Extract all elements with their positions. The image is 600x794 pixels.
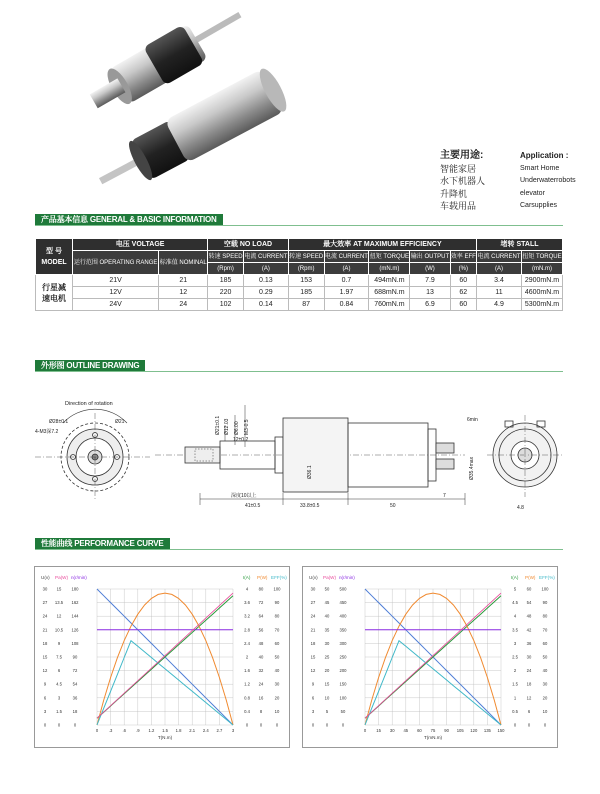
y-tick-label: 15 bbox=[324, 681, 330, 687]
dim-m4: 4-M3深7.2 bbox=[35, 429, 59, 435]
y-tick-label: 40 bbox=[274, 668, 280, 674]
y-tick-label: 24 bbox=[310, 613, 316, 619]
y-tick-label: 50 bbox=[340, 708, 346, 714]
sub-header: 电流 CURRENT bbox=[324, 251, 369, 263]
y-tick-label: 0.4 bbox=[244, 708, 250, 714]
table-cell: 185 bbox=[288, 287, 324, 299]
table-cell: 24 bbox=[159, 299, 208, 311]
sub-header: 运行范围 OPERATING RANGE bbox=[73, 251, 159, 275]
axis-header: EFF(%) bbox=[539, 575, 555, 580]
y-tick-label: 18 bbox=[526, 681, 532, 687]
y-tick-label: 300 bbox=[339, 640, 347, 646]
axis-header: P(W) bbox=[525, 575, 536, 580]
table-cell: 4600mN.m bbox=[521, 287, 562, 299]
y-tick-label: 0 bbox=[527, 722, 531, 728]
table-row bbox=[36, 275, 563, 287]
applications-list bbox=[440, 150, 576, 213]
axis-header: I(A) bbox=[511, 575, 519, 580]
y-tick-label: 18 bbox=[72, 708, 78, 714]
y-tick-label: 30 bbox=[542, 681, 548, 687]
y-tick-label: 500 bbox=[339, 586, 347, 592]
dim-flat-depth: 深度10以上 bbox=[231, 493, 257, 499]
table-cell: 220 bbox=[208, 287, 244, 299]
y-tick-label: 60 bbox=[526, 586, 532, 592]
y-tick-label: 64 bbox=[258, 613, 264, 619]
y-tick-label: 12 bbox=[310, 668, 316, 674]
y-tick-label: 0.5 bbox=[512, 708, 518, 714]
dim-41: 41±0.5 bbox=[245, 503, 261, 509]
dim-33-8: 33.8±0.5 bbox=[300, 503, 320, 509]
table-cell: 62 bbox=[450, 287, 477, 299]
y-tick-label: 108 bbox=[71, 640, 79, 646]
table-cell: 13 bbox=[410, 287, 450, 299]
dim-m3: M3-0.5 bbox=[244, 419, 250, 435]
y-tick-label: 10 bbox=[324, 695, 330, 701]
unit-cell: (%) bbox=[450, 263, 477, 275]
y-tick-label: 25 bbox=[324, 654, 330, 660]
y-tick-label: 9 bbox=[43, 681, 47, 687]
y-tick-label: 350 bbox=[339, 627, 347, 633]
table-cell: 153 bbox=[288, 275, 324, 287]
y-tick-label: 3 bbox=[57, 695, 61, 701]
table-cell: 0.13 bbox=[243, 275, 288, 287]
table-row bbox=[36, 287, 563, 299]
table-cell: 0.14 bbox=[243, 299, 288, 311]
y-tick-label: 0 bbox=[275, 722, 279, 728]
y-tick-label: 50 bbox=[274, 654, 280, 660]
section-divider bbox=[35, 371, 563, 372]
table-cell: 21V bbox=[73, 275, 159, 287]
y-tick-label: 1.2 bbox=[244, 681, 250, 687]
y-tick-label: 100 bbox=[339, 695, 347, 701]
sub-header: 转速 SPEED bbox=[288, 251, 324, 263]
y-tick-label: 18 bbox=[42, 640, 48, 646]
y-tick-label: 70 bbox=[542, 627, 548, 633]
x-tick-label: 2.7 bbox=[216, 728, 223, 733]
x-tick-label: 1.8 bbox=[175, 728, 182, 733]
table-cell: 21 bbox=[159, 275, 208, 287]
y-tick-label: 56 bbox=[258, 627, 264, 633]
dim-12: 12±0.2 bbox=[233, 437, 249, 443]
y-tick-label: 21 bbox=[310, 627, 316, 633]
x-tick-label: 75 bbox=[430, 728, 436, 733]
table-cell: 494mN.m bbox=[369, 275, 410, 287]
x-axis-label: T(mN.m) bbox=[423, 735, 443, 740]
y-tick-label: 80 bbox=[258, 586, 264, 592]
y-tick-label: 144 bbox=[71, 613, 79, 619]
x-tick-label: 135 bbox=[483, 728, 491, 733]
y-tick-label: 90 bbox=[274, 600, 280, 606]
product-photo bbox=[48, 0, 318, 200]
y-tick-label: 40 bbox=[258, 654, 264, 660]
x-tick-label: 15 bbox=[376, 728, 381, 733]
table-row bbox=[36, 299, 563, 311]
axis-header: Pa(W) bbox=[55, 575, 69, 580]
axis-header: U(v) bbox=[41, 575, 50, 580]
y-tick-label: 90 bbox=[542, 600, 548, 606]
axis-header: I(A) bbox=[243, 575, 251, 580]
y-tick-label: 10.5 bbox=[54, 627, 64, 633]
table-cell: 11 bbox=[477, 287, 522, 299]
sub-header: 标准值 NOMINAL bbox=[159, 251, 208, 275]
axis-header: n(r/min) bbox=[339, 575, 355, 580]
y-tick-label: 5 bbox=[513, 586, 517, 592]
unit-cell: (Rpm) bbox=[288, 263, 324, 275]
rotation-label: Direction of rotation bbox=[65, 401, 113, 407]
x-tick-label: .6 bbox=[122, 728, 126, 733]
y-tick-label: 32 bbox=[258, 668, 264, 674]
outline-drawing bbox=[35, 385, 563, 525]
y-tick-label: 50 bbox=[542, 654, 548, 660]
header-stall: 堵转 STALL bbox=[477, 239, 563, 251]
x-tick-label: 2.1 bbox=[189, 728, 196, 733]
x-tick-label: 120 bbox=[470, 728, 478, 733]
y-tick-label: 0 bbox=[543, 722, 547, 728]
y-tick-label: 36 bbox=[72, 695, 78, 701]
table-cell: 0.7 bbox=[324, 275, 369, 287]
sub-header: 输出 OUTPUT bbox=[410, 251, 450, 263]
unit-cell: (mN.m) bbox=[521, 263, 562, 275]
y-tick-label: 15 bbox=[56, 586, 62, 592]
y-tick-label: 42 bbox=[526, 627, 532, 633]
y-tick-label: 20 bbox=[324, 668, 330, 674]
unit-cell: (Rpm) bbox=[208, 263, 244, 275]
performance-chart-1 bbox=[34, 566, 290, 748]
y-tick-label: 40 bbox=[324, 613, 330, 619]
y-tick-label: 24 bbox=[526, 668, 532, 674]
y-tick-label: 0 bbox=[259, 722, 263, 728]
y-tick-label: 2 bbox=[513, 668, 517, 674]
y-tick-label: 30 bbox=[324, 640, 330, 646]
dim-phi36: Ø36.1 bbox=[307, 465, 313, 479]
header-voltage: 电压 VOLTAGE bbox=[73, 239, 208, 251]
y-tick-label: 60 bbox=[274, 640, 280, 646]
y-tick-label: 80 bbox=[274, 613, 280, 619]
application-item-en: Smart Home bbox=[520, 164, 560, 172]
x-tick-label: 0 bbox=[363, 728, 367, 733]
axis-header: P(W) bbox=[257, 575, 268, 580]
section-title-performance: 性能曲线 PERFORMANCE CURVE bbox=[35, 538, 170, 550]
y-tick-label: 0 bbox=[325, 722, 329, 728]
application-item-en: Carsupplies bbox=[520, 202, 557, 209]
y-tick-label: 4.5 bbox=[56, 681, 62, 687]
applications-heading-en: Application : bbox=[520, 151, 569, 160]
table-cell: 688mN.m bbox=[369, 287, 410, 299]
x-tick-label: 3 bbox=[231, 728, 235, 733]
application-item-en: Underwaterrobots bbox=[520, 177, 576, 184]
header-noload: 空载 NO LOAD bbox=[208, 239, 289, 251]
dim-phi12: Ø12.03 bbox=[224, 418, 230, 435]
y-tick-label: 3.2 bbox=[244, 613, 250, 619]
y-tick-label: 4 bbox=[245, 586, 249, 592]
y-tick-label: 20 bbox=[542, 695, 548, 701]
y-tick-label: 27 bbox=[42, 600, 48, 606]
x-tick-label: 45 bbox=[403, 728, 409, 733]
y-tick-label: 3.6 bbox=[244, 600, 250, 606]
model-header-en: MODEL bbox=[41, 258, 67, 266]
table-cell: 7.9 bbox=[410, 275, 450, 287]
y-tick-label: 20 bbox=[274, 695, 280, 701]
y-tick-label: 180 bbox=[71, 586, 79, 592]
y-tick-label: 16 bbox=[258, 695, 264, 701]
table-cell: 12V bbox=[73, 287, 159, 299]
y-tick-label: 2.5 bbox=[512, 654, 518, 660]
y-tick-label: 36 bbox=[526, 640, 532, 646]
section-title-basic-info: 产品基本信息 GENERAL & BASIC INFORMATION bbox=[35, 214, 223, 226]
applications-heading-cn: 主要用途: bbox=[440, 150, 484, 161]
y-tick-label: 150 bbox=[339, 681, 347, 687]
y-tick-label: 6 bbox=[57, 668, 61, 674]
x-tick-label: 30 bbox=[389, 728, 395, 733]
y-tick-label: 90 bbox=[72, 654, 78, 660]
y-tick-label: 4.5 bbox=[512, 600, 518, 606]
y-tick-label: 10 bbox=[542, 708, 548, 714]
y-tick-label: 21 bbox=[42, 627, 48, 633]
unit-cell: (A) bbox=[243, 263, 288, 275]
unit-cell: (A) bbox=[324, 263, 369, 275]
table-cell: 6.9 bbox=[410, 299, 450, 311]
y-tick-label: 1 bbox=[513, 695, 517, 701]
y-tick-label: 4 bbox=[513, 613, 517, 619]
table-cell: 12 bbox=[159, 287, 208, 299]
y-tick-label: 162 bbox=[71, 600, 79, 606]
y-tick-label: 15 bbox=[42, 654, 48, 660]
y-tick-label: 0 bbox=[311, 722, 315, 728]
y-tick-label: 2.8 bbox=[244, 627, 250, 633]
unit-cell: (W) bbox=[410, 263, 450, 275]
dim-phi21d: Ø21±0.1 bbox=[215, 415, 221, 435]
y-tick-label: 1.5 bbox=[56, 708, 62, 714]
x-tick-label: 0 bbox=[95, 728, 99, 733]
sub-header: 扭矩 TORQUE bbox=[521, 251, 562, 263]
table-cell: 4.9 bbox=[477, 299, 522, 311]
sub-header: 电流 CURRENT bbox=[477, 251, 522, 263]
section-title-outline: 外形图 OUTLINE DRAWING bbox=[35, 360, 145, 372]
y-tick-label: 6 bbox=[311, 695, 315, 701]
y-tick-label: 54 bbox=[72, 681, 78, 687]
x-tick-label: 105 bbox=[456, 728, 464, 733]
table-cell: 60 bbox=[450, 299, 477, 311]
y-tick-label: 100 bbox=[541, 586, 549, 592]
y-tick-label: 45 bbox=[324, 600, 330, 606]
application-item-cn: 水下机器人 bbox=[440, 176, 486, 186]
axis-header: n(r/min) bbox=[71, 575, 87, 580]
y-tick-label: 60 bbox=[542, 640, 548, 646]
y-tick-label: 48 bbox=[526, 613, 532, 619]
y-tick-label: 1.5 bbox=[512, 681, 518, 687]
table-cell: 60 bbox=[450, 275, 477, 287]
y-tick-label: 12 bbox=[42, 668, 48, 674]
sub-header: 电流 CURRENT bbox=[243, 251, 288, 263]
y-tick-label: 0.8 bbox=[244, 695, 250, 701]
x-tick-label: 60 bbox=[417, 728, 422, 733]
y-tick-label: 13.5 bbox=[54, 600, 64, 606]
y-tick-label: 12 bbox=[526, 695, 532, 701]
table-cell: 24V bbox=[73, 299, 159, 311]
dim-phi28: Ø28±0.1 bbox=[49, 419, 69, 425]
y-tick-label: 70 bbox=[274, 627, 280, 633]
y-tick-label: 8 bbox=[259, 708, 263, 714]
x-axis-label: T(N.m) bbox=[157, 735, 173, 740]
axis-header: U(v) bbox=[309, 575, 318, 580]
table-cell: 2900mN.m bbox=[521, 275, 562, 287]
table-cell: 0.29 bbox=[243, 287, 288, 299]
application-item-en: elevator bbox=[520, 189, 545, 197]
model-name: 行星减 bbox=[42, 282, 66, 292]
dim-phi35: Ø35.4max bbox=[469, 456, 475, 480]
model-header-cn: 型 号 bbox=[46, 247, 62, 255]
y-tick-label: 450 bbox=[339, 600, 347, 606]
model-name: 速电机 bbox=[42, 293, 66, 303]
y-tick-label: 250 bbox=[339, 654, 347, 660]
unit-cell: (A) bbox=[477, 263, 522, 275]
y-tick-label: 54 bbox=[526, 600, 532, 606]
y-tick-label: 3 bbox=[43, 708, 47, 714]
y-tick-label: 24 bbox=[42, 613, 48, 619]
dim-6: 6min bbox=[467, 417, 478, 423]
y-tick-label: 30 bbox=[526, 654, 532, 660]
y-tick-label: 5 bbox=[325, 708, 329, 714]
y-tick-label: 30 bbox=[42, 586, 48, 592]
y-tick-label: 72 bbox=[258, 600, 264, 606]
y-tick-label: 0 bbox=[513, 722, 517, 728]
dim-phi6: Ø6.00 bbox=[234, 421, 240, 435]
y-tick-label: 0 bbox=[341, 722, 345, 728]
y-tick-label: 1.6 bbox=[244, 668, 250, 674]
y-tick-label: 0 bbox=[245, 722, 249, 728]
x-tick-label: 1.5 bbox=[162, 728, 168, 733]
table-cell: 3.4 bbox=[477, 275, 522, 287]
section-divider bbox=[35, 225, 563, 226]
table-cell: 5300mN.m bbox=[521, 299, 562, 311]
x-tick-label: 90 bbox=[444, 728, 449, 733]
y-tick-label: 48 bbox=[258, 640, 264, 646]
y-tick-label: 6 bbox=[527, 708, 531, 714]
x-tick-label: .9 bbox=[136, 728, 140, 733]
y-tick-label: 12 bbox=[56, 613, 62, 619]
rear-view bbox=[487, 415, 563, 497]
y-tick-label: 3.5 bbox=[512, 627, 518, 633]
y-tick-label: 40 bbox=[542, 668, 548, 674]
dim-phi21: Ø21 bbox=[115, 419, 125, 425]
y-tick-label: 400 bbox=[339, 613, 347, 619]
y-tick-label: 72 bbox=[72, 668, 78, 674]
sub-header: 转速 SPEED bbox=[208, 251, 244, 263]
y-tick-label: 30 bbox=[310, 586, 316, 592]
table-cell: 760mN.m bbox=[369, 299, 410, 311]
y-tick-label: 0 bbox=[43, 722, 47, 728]
table-cell: 185 bbox=[208, 275, 244, 287]
y-tick-label: 24 bbox=[258, 681, 264, 687]
x-tick-label: .3 bbox=[108, 728, 113, 733]
y-tick-label: 3 bbox=[513, 640, 517, 646]
table-cell: 102 bbox=[208, 299, 244, 311]
sub-header: 效率 EFF bbox=[450, 251, 477, 263]
section-divider bbox=[35, 549, 563, 550]
dim-7: 7 bbox=[443, 493, 446, 499]
spec-table bbox=[35, 238, 563, 311]
y-tick-label: 9 bbox=[311, 681, 315, 687]
y-tick-label: 30 bbox=[274, 681, 280, 687]
y-tick-label: 18 bbox=[310, 640, 316, 646]
x-tick-label: 1.2 bbox=[148, 728, 155, 733]
y-tick-label: 50 bbox=[324, 586, 330, 592]
application-item-cn: 升降机 bbox=[440, 188, 468, 199]
axis-header: Pa(W) bbox=[323, 575, 337, 580]
y-tick-label: 27 bbox=[310, 600, 316, 606]
y-tick-label: 10 bbox=[274, 708, 280, 714]
y-tick-label: 80 bbox=[542, 613, 548, 619]
axis-header: EFF(%) bbox=[271, 575, 287, 580]
y-tick-label: 3 bbox=[311, 708, 315, 714]
y-tick-label: 15 bbox=[310, 654, 316, 660]
y-tick-label: 35 bbox=[324, 627, 330, 633]
y-tick-label: 126 bbox=[71, 627, 79, 633]
table-cell: 87 bbox=[288, 299, 324, 311]
application-item-cn: 车载用品 bbox=[440, 201, 477, 211]
application-item-cn: 智能家居 bbox=[440, 163, 477, 174]
y-tick-label: 0 bbox=[57, 722, 61, 728]
table-cell: 0.84 bbox=[324, 299, 369, 311]
header-maxeff: 最大效率 AT MAXIMUM EFFICIENCY bbox=[288, 239, 476, 251]
dim-50: 50 bbox=[390, 503, 396, 509]
sub-header: 扭矩 TORQUE bbox=[369, 251, 410, 263]
y-tick-label: 200 bbox=[339, 668, 347, 674]
y-tick-label: 0 bbox=[73, 722, 77, 728]
x-tick-label: 150 bbox=[497, 728, 505, 733]
y-tick-label: 7.5 bbox=[56, 654, 62, 660]
unit-cell: (mN.m) bbox=[369, 263, 410, 275]
y-tick-label: 9 bbox=[57, 640, 61, 646]
dim-4-8: 4.8 bbox=[517, 505, 524, 511]
y-tick-label: 6 bbox=[43, 695, 47, 701]
performance-chart-2 bbox=[302, 566, 558, 748]
y-tick-label: 100 bbox=[273, 586, 281, 592]
y-tick-label: 2 bbox=[245, 654, 249, 660]
table-cell: 1.97 bbox=[324, 287, 369, 299]
y-tick-label: 2.4 bbox=[244, 640, 250, 646]
side-view bbox=[155, 405, 465, 505]
x-tick-label: 2.4 bbox=[202, 728, 209, 733]
